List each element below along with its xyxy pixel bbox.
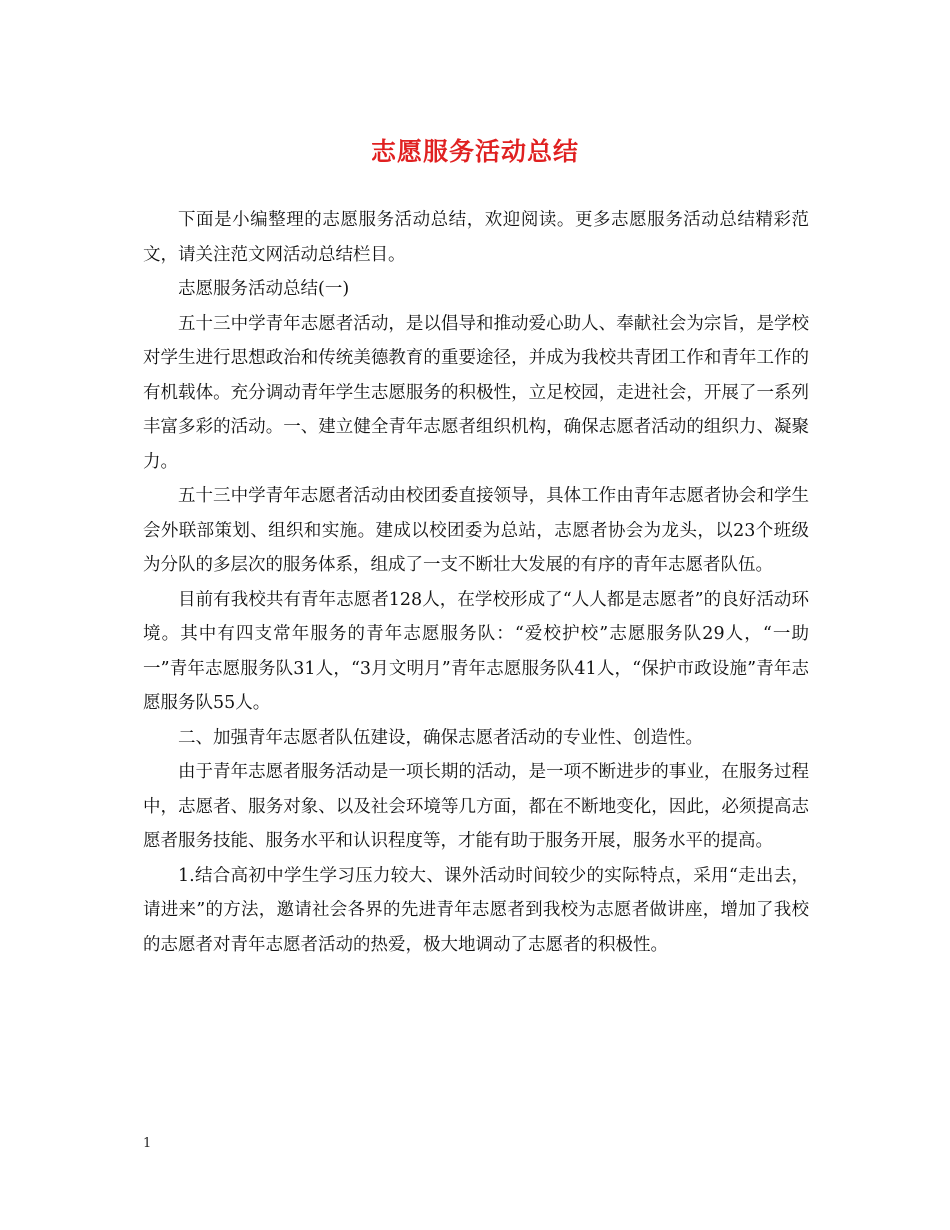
paragraph-volunteer-teams: 目前有我校共有青年志愿者128人，在学校形成了“人人都是志愿者”的良好活动环境。其中有四支常年服务的青年志愿服务队：“爱校护校”志愿服务队29人，“一助一”青年志愿服务队31人，“3月文明月”青年志愿服务队41人，“保护市政设施”青年志愿服务队55人。 <box>143 589 809 713</box>
paragraph-skills: 由于青年志愿者服务活动是一项长期的活动，是一项不断进步的事业，在服务过程中，志愿者、服务对象、以及社会环境等几方面，都在不断地变化，因此，必须提高志愿者服务技能、服务水平和认识程度等，才能有助于服务开展，服务水平的提高。 <box>143 762 809 851</box>
paragraph-lectures: 1.结合高初中学生学习压力较大、课外活动时间较少的实际特点，采用“走出去，请进来”的方法，邀请社会各界的先进青年志愿者到我校为志愿者做讲座，增加了我校的志愿者对青年志愿者活动的热爱，极大地调动了志愿者的积极性。 <box>143 865 809 955</box>
document-body <box>143 203 809 962</box>
section-heading-team-building: 二、加强青年志愿者队伍建设，确保志愿者活动的专业性、创造性。 <box>178 727 703 748</box>
document-title: 志愿服务活动总结 <box>370 137 579 166</box>
page-number: 1 <box>143 1136 152 1151</box>
paragraph-intro: 下面是小编整理的志愿服务活动总结，欢迎阅读。更多志愿服务活动总结精彩范文，请关注范文网活动总结栏目。 <box>143 210 809 265</box>
paragraph-organization: 五十三中学青年志愿者活动由校团委直接领导，具体工作由青年志愿者协会和学生会外联部策划、组织和实施。建成以校团委为总站，志愿者协会为龙头，以23个班级为分队的多层次的服务体系，组成了一支不断壮大发展的有序的青年志愿者队伍。 <box>143 486 809 575</box>
section-heading-summary-one: 志愿服务活动总结(一) <box>178 279 350 299</box>
paragraph-overview: 五十三中学青年志愿者活动，是以倡导和推动爱心助人、奉献社会为宗旨，是学校对学生进行思想政治和传统美德教育的重要途径，并成为我校共青团工作和青年工作的有机载体。充分调动青年学生志愿服务的积极性，立足校园，走进社会，开展了一系列丰富多彩的活动。一、建立健全青年志愿者组织机构，确保志愿者活动的组织力、凝聚力。 <box>143 313 809 472</box>
